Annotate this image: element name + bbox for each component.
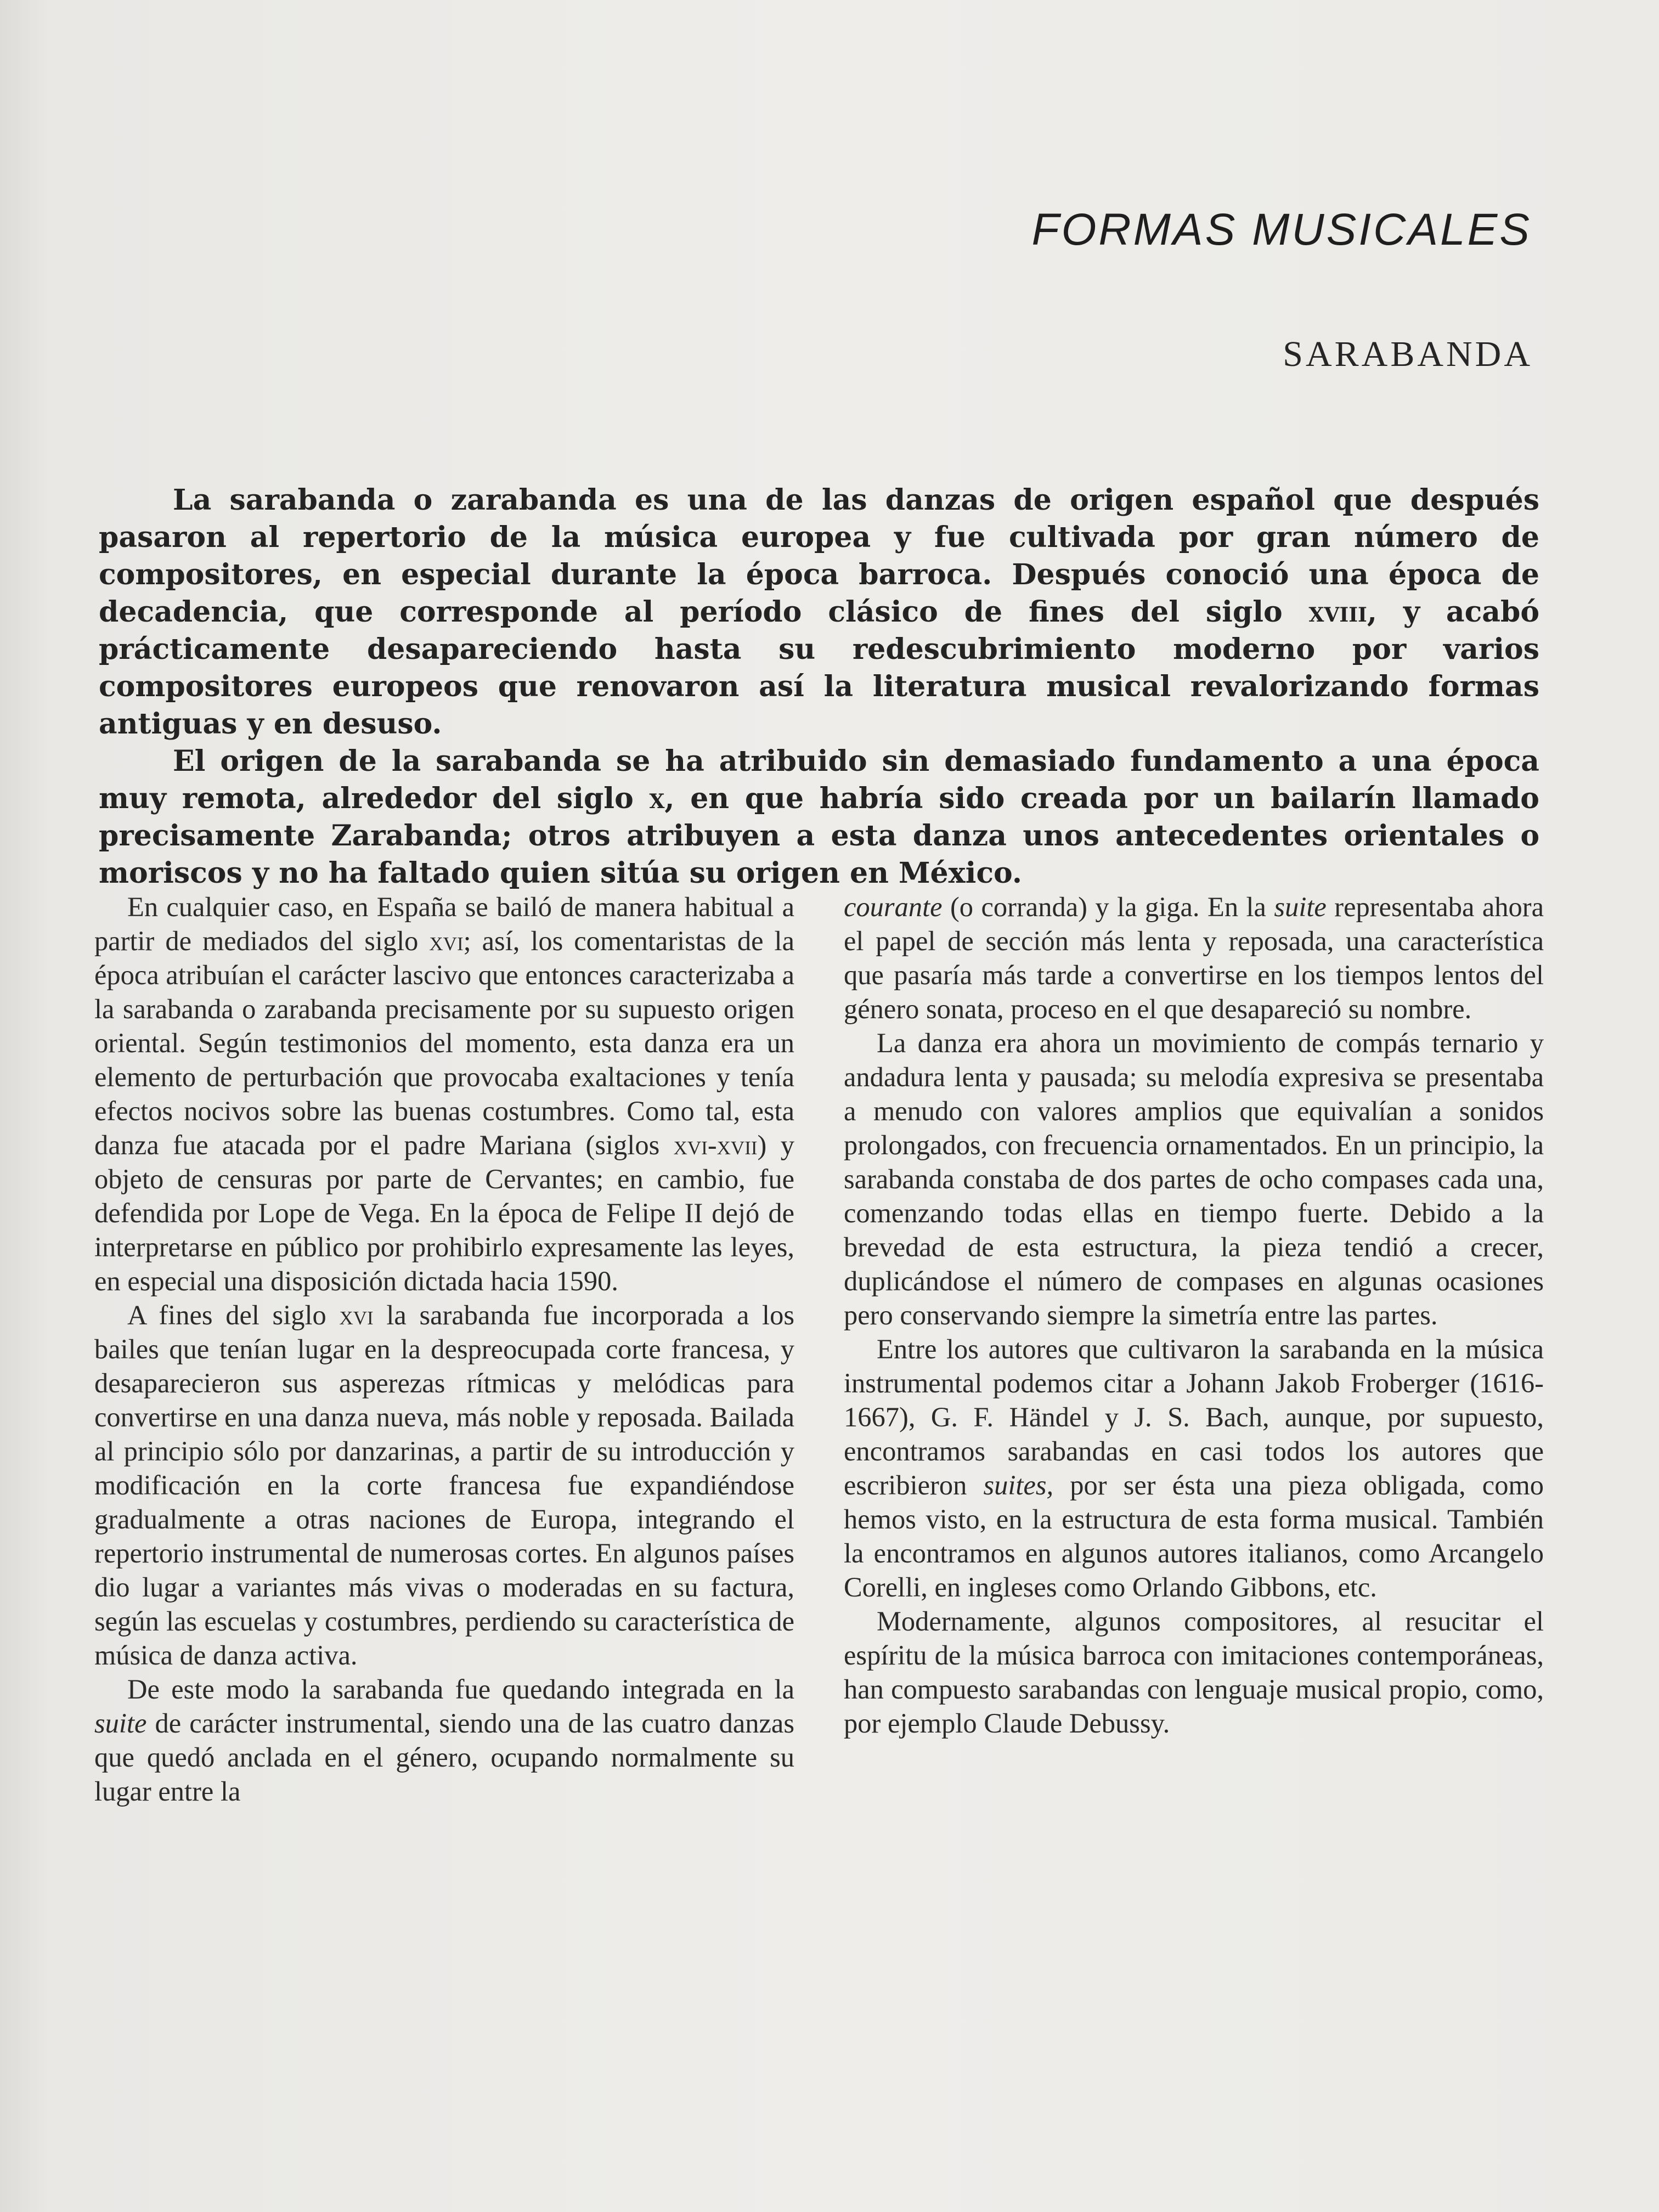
series-title: FORMAS MUSICALES bbox=[1031, 205, 1532, 255]
body-paragraph: Entre los autores que cultivaron la sarabanda en la música instrumental podemos citar a Johann Jakob Froberger (1616-1667), G. F. Händel y J. S. Bach, aunque, por supuesto, encontramos sarabandas en casi todos los autores que escribieron suites, por ser ésta una pieza obligada, como hemos visto, en la estructura de esta forma musical. También la encontramos en algunos autores italianos, como Arcangelo Corelli, en ingleses como Orlando Gibbons, etc. bbox=[844, 1334, 1544, 1602]
right-column bbox=[844, 890, 1544, 1740]
body-paragraph: courante (o corranda) y la giga. En la suite representaba ahora el papel de sección más lenta y reposada, una característica que pasaría más tarde a convertirse en los tiempos lentos del género sonata, proceso en el que desapareció su nombre. bbox=[844, 891, 1544, 1024]
intro-paragraph: El origen de la sarabanda se ha atribuido sin demasiado fundamento a una época muy remota, alrededor del siglo x, en que habría sido creada por un bailarín llamado precisamente Zarabanda; otros atribuyen a esta danza unos antecedentes orientales o moriscos y no ha faltado quien sitúa su origen en México. bbox=[99, 744, 1539, 890]
century-numeral: x bbox=[649, 782, 665, 815]
body-paragraph: A fines del siglo xvi la sarabanda fue incorporada a los bailes que tenían lugar en la despreocupada corte francesa, y desaparecieron sus asperezas rítmicas y melódicas para convertirse en una danza nueva, más noble y reposada. Bailada al principio sólo por danzarinas, a partir de su introducción y modificación en la corte francesa fue expandiéndose gradualmente a otras naciones de Europa, integrando el repertorio instrumental de numerosas cortes. En algunos países dio lugar a variantes más vivas o moderadas en su factura, según las escuelas y costumbres, perdiendo su característica de música de danza activa. bbox=[94, 1300, 794, 1671]
century-numeral: xvi bbox=[339, 1300, 374, 1330]
left-column bbox=[94, 890, 794, 1808]
body-paragraph: La danza era ahora un movimiento de compás ternario y andadura lenta y pausada; su melodía expresiva se presentaba a menudo con valores amplios que equivalían a sonidos prolongados, con frecuencia ornamentados. En un principio, la sarabanda constaba de dos partes de ocho compases cada una, comenzando todas ellas en tiempo fuerte. Debido a la brevedad de esta estructura, la pieza tendió a crecer, duplicándose el número de compases en algunas ocasiones pero conservando siempre la simetría entre las partes. bbox=[844, 1028, 1544, 1330]
intro-text bbox=[99, 482, 1539, 892]
century-numeral: xvi-xvii bbox=[673, 1130, 758, 1160]
century-numeral: xviii bbox=[1308, 595, 1367, 629]
section-title: SARABANDA bbox=[1283, 334, 1533, 374]
century-numeral: xvi bbox=[429, 926, 464, 956]
body-paragraph: En cualquier caso, en España se bailó de manera habitual a partir de mediados del siglo xvi; así, los comentaristas de la época atribuían el carácter lascivo que entonces caracterizaba a la sarabanda o zarabanda precisamente por su supuesto origen oriental. Según testimonios del momento, esta danza era un elemento de perturbación que provocaba exaltaciones y tenía efectos nocivos sobre las buenas costumbres. Como tal, esta danza fue atacada por el padre Mariana (siglos xvi-xvii) y objeto de censuras por parte de Cervantes; en cambio, fue defendida por Lope de Vega. En la época de Felipe II dejó de interpretarse en público por prohibirlo expresamente las leyes, en especial una disposición dictada hacia 1590. bbox=[94, 891, 794, 1296]
body-paragraph: De este modo la sarabanda fue quedando integrada en la suite de carácter instrumental, siendo una de las cuatro danzas que quedó anclada en el género, ocupando normalmente su lugar entre la bbox=[94, 1674, 794, 1807]
italic-term: suites, bbox=[983, 1470, 1054, 1500]
italic-term: suite bbox=[94, 1708, 147, 1739]
intro-paragraph: La sarabanda o zarabanda es una de las danzas de origen español que después pasaron al repertorio de la música europea y fue cultivada por gran número de compositores, en especial durante la época barroca. Después conoció una época de decadencia, que corresponde al período clásico de fines del siglo xviii, y acabó prácticamente desapareciendo hasta su redescubrimiento moderno por varios compositores europeos que renovaron así la literatura musical revalorizando formas antiguas y en desuso. bbox=[99, 483, 1539, 741]
italic-term: courante bbox=[844, 891, 943, 922]
body-paragraph: Modernamente, algunos compositores, al resucitar el espíritu de la música barroca con imitaciones contemporáneas, han compuesto sarabandas con lenguaje musical propio, como, por ejemplo Claude Debussy. bbox=[844, 1606, 1544, 1739]
italic-term: suite bbox=[1274, 891, 1327, 922]
